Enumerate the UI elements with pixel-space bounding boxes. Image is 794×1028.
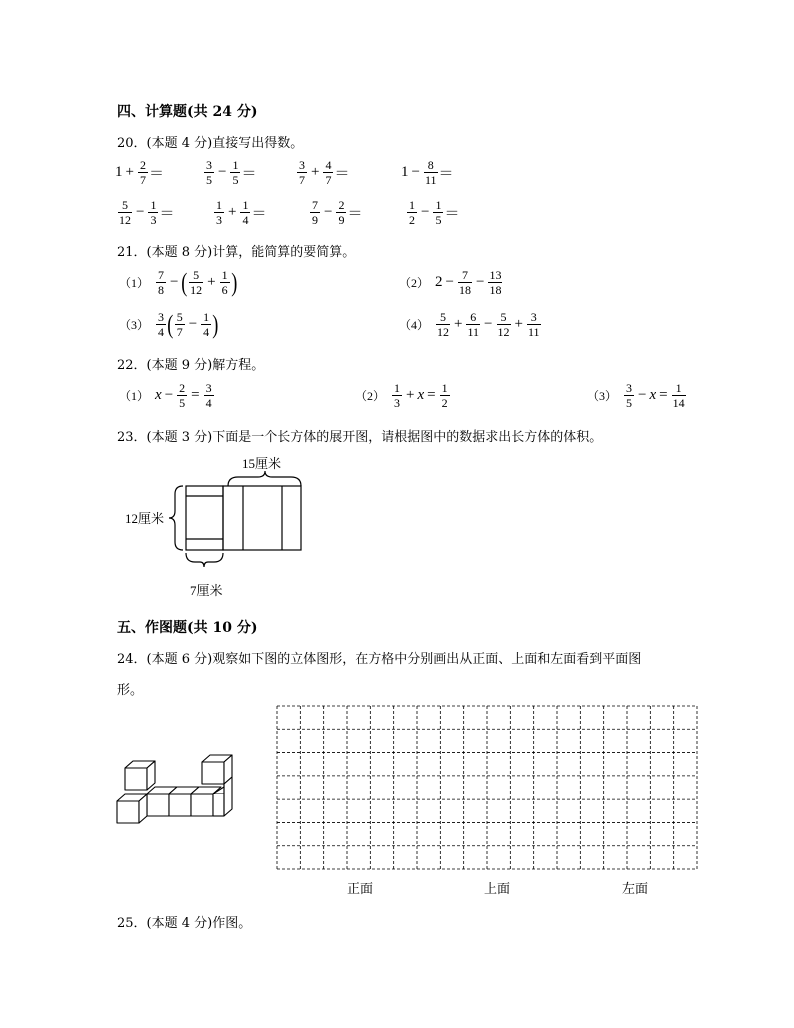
q20-expr-6: $\frac{1}{3}$ + $\frac{1}{4}$ ＝: [216, 198, 267, 227]
q21-expr-4: （4） $\frac{5}{12}$ + $\frac{6}{11}$ − $\frac{5}{12}$ + $\frac{3}{11}$: [399, 310, 540, 339]
question-20-prompt: 20．(本题 4 分)直接写出得数。: [117, 136, 304, 151]
question-24-prompt-line2: 形。: [117, 683, 144, 698]
q21-expr-3: （3） $\frac{3}{4}$ ( $\frac{5}{7}$ − $\frac{1}{4}$ ): [119, 309, 219, 339]
label-left-height: 12厘米: [125, 511, 165, 526]
cuboid-net-figure: [115, 450, 315, 605]
section-title-4: 四、计算题(共 24 分): [117, 104, 258, 120]
stacked-cubes-figure: [112, 752, 242, 832]
label-bottom-width: 7厘米: [190, 583, 223, 598]
q22-expr-3: （3） $\frac{3}{5}$ − x = $\frac{1}{14}$: [587, 381, 685, 410]
q20-expr-3: $\frac{3}{7}$ + $\frac{4}{7}$ ＝: [299, 158, 350, 187]
label-top-length: 15厘米: [242, 456, 282, 471]
caption-top-view: 上面: [484, 882, 511, 897]
caption-left-view: 左面: [622, 882, 649, 897]
caption-front-view: 正面: [347, 882, 374, 897]
question-22-prompt: 22．(本题 9 分)解方程。: [117, 358, 265, 373]
q20-expr-5: $\frac{5}{12}$ − $\frac{1}{3}$ ＝: [119, 198, 175, 227]
q20-expr-8: $\frac{1}{2}$ − $\frac{1}{5}$ ＝: [409, 198, 460, 227]
question-24-prompt-line1: 24．(本题 6 分)观察如下图的立体图形，在方格中分别画出从正面、上面和左面看到平面图: [117, 652, 642, 667]
q20-expr-4: 1 − $\frac{8}{11}$ ＝: [401, 158, 454, 187]
drawing-grid[interactable]: [276, 705, 698, 870]
question-23-prompt: 23．(本题 3 分)下面是一个长方体的展开图，请根据图中的数据求出长方体的体积。: [117, 430, 603, 445]
question-21-prompt: 21．(本题 8 分)计算，能简算的要简算。: [117, 245, 356, 260]
q20-expr-7: $\frac{7}{9}$ − $\frac{2}{9}$ ＝: [312, 198, 363, 227]
q20-expr-2: $\frac{3}{5}$ − $\frac{1}{5}$ ＝: [206, 158, 257, 187]
question-25-prompt: 25．(本题 4 分)作图。: [117, 916, 252, 931]
q21-expr-1: （1） $\frac{7}{8}$ − ( $\frac{5}{12}$ + $\frac{1}{6}$ ): [119, 267, 237, 297]
q22-expr-1: （1） x − $\frac{2}{5}$ = $\frac{3}{4}$: [119, 381, 212, 410]
q21-expr-2: （2） 2 − $\frac{7}{18}$ − $\frac{13}{18}$: [399, 268, 502, 297]
q20-expr-1: 1 + $\frac{2}{7}$ ＝: [115, 158, 164, 187]
section-title-5: 五、作图题(共 10 分): [117, 620, 258, 636]
q22-expr-2: （2） $\frac{1}{3}$ + x = $\frac{1}{2}$: [355, 381, 448, 410]
